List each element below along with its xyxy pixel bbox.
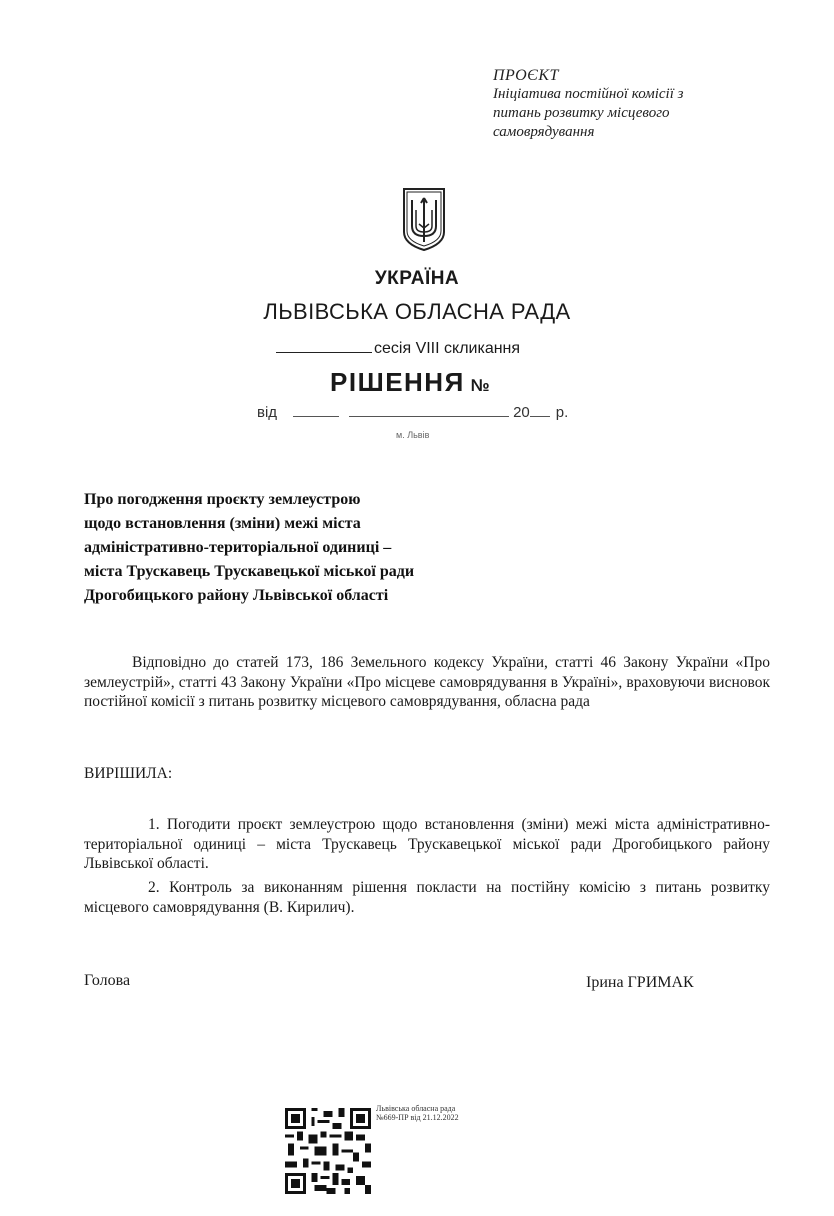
city-label: м. Львів (396, 430, 430, 440)
decision-heading (330, 367, 490, 398)
signatory-title: Голова (84, 972, 131, 989)
subject-line: щодо встановлення (зміни) межі міста (84, 515, 361, 532)
subject-line: адміністративно-територіальної одиниці – (84, 539, 392, 556)
registration-line-1: Львівська обласна рада (376, 1104, 456, 1113)
country-name: УКРАЇНА (374, 268, 460, 289)
resolution-item-1: 1. Погодити проєкт землеустрою щодо встановлення (зміни) межі міста адміністративно-територіальної одиниці – міста Трускавець Трускавецької міської ради Дрогобицького району Львівської області. (84, 816, 770, 872)
resolved-heading: ВИРІШИЛА: (84, 765, 173, 782)
session-text: сесія VIII скликання (374, 340, 521, 357)
month-blank (349, 404, 509, 417)
coat-of-arms-icon (401, 186, 447, 252)
decision-subject (84, 488, 544, 608)
project-initiative-line-3: самоврядування (493, 124, 595, 140)
qr-code-icon (285, 1108, 371, 1194)
project-title: ПРОЄКТ (493, 67, 559, 84)
council-name: ЛЬВІВСЬКА ОБЛАСНА РАДА (263, 299, 571, 324)
session-line (276, 338, 520, 358)
signatory-name: Ірина ГРИМАК (586, 974, 694, 991)
year-blank (530, 404, 550, 417)
date-line (257, 404, 568, 421)
date-prefix: від (257, 404, 278, 421)
preamble-paragraph: Відповідно до статей 173, 186 Земельного кодексу України, статті 46 Закону України «Про землеустрій», статті 43 Закону України «Про місцеве самоврядування в Україні», враховуючи висновок постійної комісії з питань розвитку місцевого самоврядування, обласна рада (84, 654, 770, 710)
year-suffix: р. (555, 404, 569, 421)
year-prefix: 20 (513, 404, 530, 421)
subject-line: міста Трускавець Трускавецької міської ради (84, 563, 415, 580)
session-number-blank (276, 338, 372, 353)
day-blank (293, 404, 339, 417)
subject-line: Про погодження проєкту землеустрою (84, 491, 361, 508)
project-initiative-line-2: питань розвитку місцевого (493, 105, 670, 121)
resolution-item-2: 2. Контроль за виконанням рішення покласти на постійну комісію з питань розвитку місцевого самоврядування (В. Кирилич). (84, 879, 770, 916)
project-note (493, 66, 793, 142)
project-initiative-line-1: Ініціатива постійної комісії з (493, 86, 684, 102)
registration-stamp (376, 1104, 459, 1122)
decision-title: РІШЕННЯ (330, 367, 465, 397)
registration-line-2: №669-ПР від 21.12.2022 (376, 1113, 459, 1122)
subject-line: Дрогобицького району Львівської області (84, 587, 389, 604)
number-sign: № (470, 376, 490, 395)
